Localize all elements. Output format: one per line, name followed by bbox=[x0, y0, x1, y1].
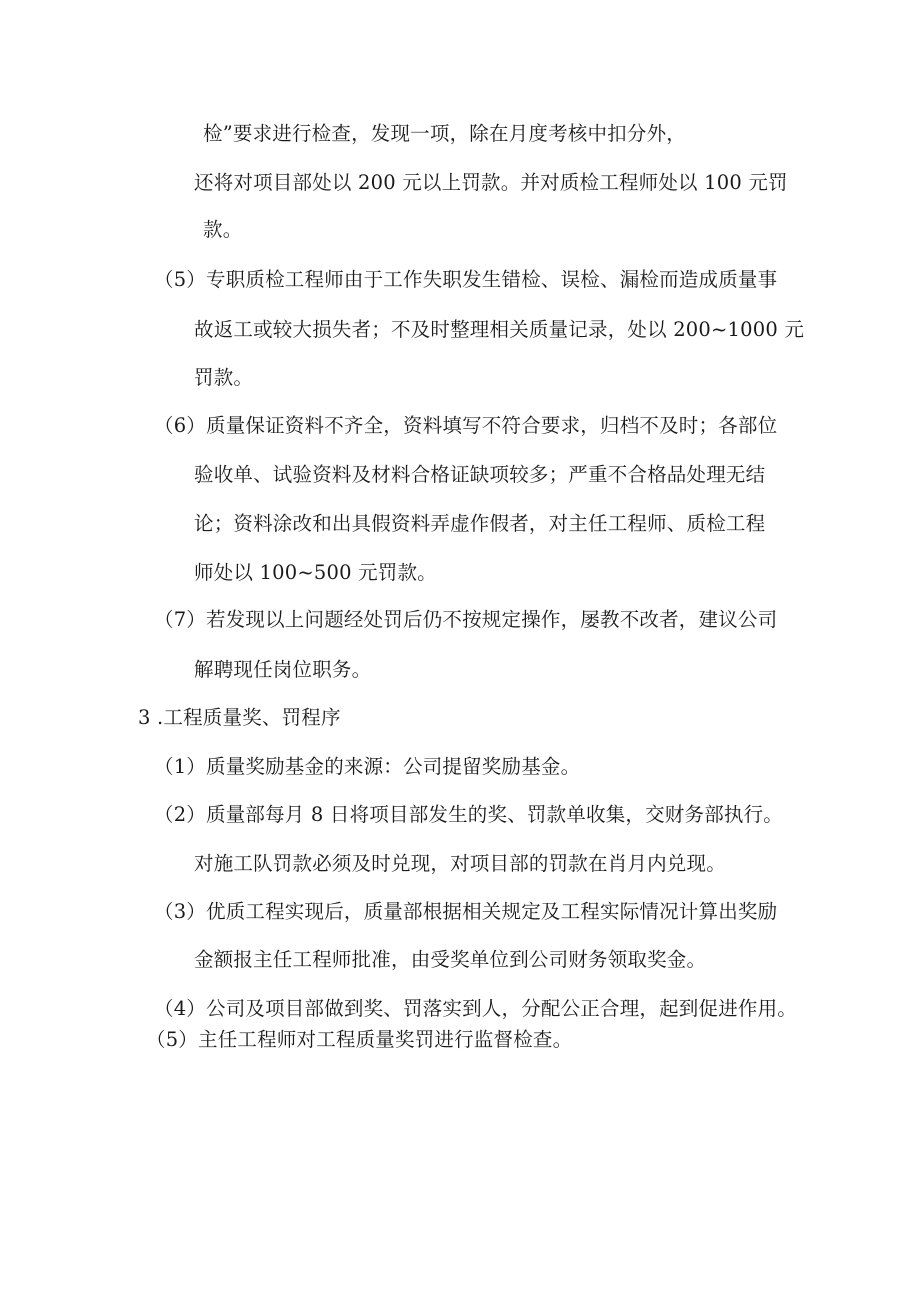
text-line: 师处以 100~500 元罚款。 bbox=[194, 561, 437, 584]
text-line: （2）质量部每月 8 日将项目部发生的奖、罚款单收集，交财务部执行。 bbox=[154, 803, 784, 826]
text-line: （5）主任工程师对工程质量奖罚进行监督检查。 bbox=[146, 1028, 573, 1051]
text-line: 检”要求进行检查，发现一项，除在月度考核中扣分外， bbox=[203, 122, 686, 145]
text-line: 罚款。 bbox=[194, 366, 254, 389]
text-line: （1）质量奖励基金的来源：公司提留奖励基金。 bbox=[154, 755, 581, 778]
section-heading: 3 .工程质量奖、罚程序 bbox=[138, 706, 341, 729]
text-line: 故返工或较大损失者；不及时整理相关质量记录，处以 200~1000 元 bbox=[194, 318, 805, 341]
text-line: 解聘现任岗位职务。 bbox=[194, 658, 372, 681]
text-line: （6）质量保证资料不齐全，资料填写不符合要求，归档不及时；各部位 bbox=[154, 414, 778, 437]
text-line: （3）优质工程实现后，质量部根据相关规定及工程实际情况计算出奖励 bbox=[154, 900, 778, 923]
text-line: 验收单、试验资料及材料合格证缺项较多；严重不合格品处理无结 bbox=[194, 463, 766, 486]
text-line: （5）专职质检工程师由于工作失职发生错检、误检、漏检而造成质量事 bbox=[154, 268, 778, 291]
text-line: 对施工队罚款必须及时兑现，对项目部的罚款在肖月内兑现。 bbox=[194, 852, 726, 875]
text-line: 还将对项目部处以 200 元以上罚款。并对质检工程师处以 100 元罚 bbox=[194, 171, 788, 194]
text-line: 款。 bbox=[203, 218, 243, 241]
text-line: （4）公司及项目部做到奖、罚落实到人，分配公正合理，起到促进作用。 bbox=[154, 997, 798, 1020]
text-line: 金额报主任工程师批准，由受奖单位到公司财务领取奖金。 bbox=[194, 948, 707, 971]
text-line: （7）若发现以上问题经处罚后仍不按规定操作，屡教不改者，建议公司 bbox=[154, 608, 778, 631]
text-line: 论；资料涂改和出具假资料弄虚作假者，对主任工程师、质检工程 bbox=[194, 512, 766, 535]
